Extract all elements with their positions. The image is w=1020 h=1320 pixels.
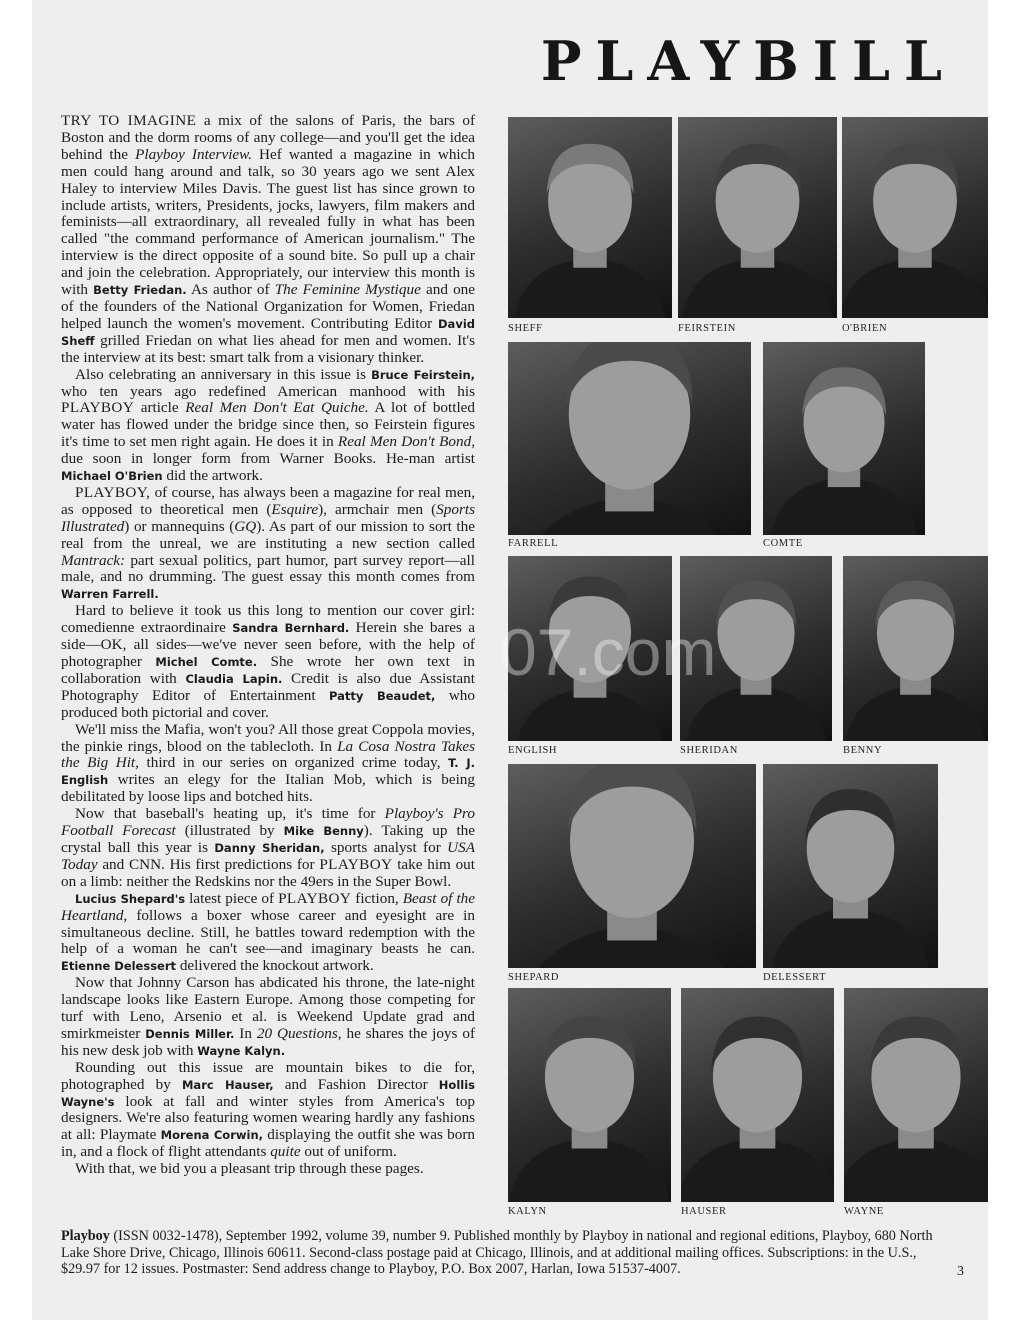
body-text: article	[134, 399, 186, 417]
italic-title: La Cosa Nostra Takes the Big Hit,	[61, 737, 475, 772]
italic-title: quite	[270, 1143, 301, 1161]
contributor-name: Claudia Lapin.	[185, 671, 283, 686]
body-text: delivered the knockout artwork.	[176, 957, 374, 975]
portrait-photo-delessert	[763, 764, 938, 968]
contributor-name: Marc Hauser,	[181, 1077, 274, 1092]
contributor-name: Etienne Delessert	[61, 959, 177, 974]
portrait-caption-hauser: HAUSER	[681, 1206, 727, 1217]
body-text: did the artwork.	[162, 467, 263, 485]
portrait-caption-comte: COMTE	[763, 538, 803, 549]
body-text: Hef wanted a magazine in which men could hang around and talk, so 30 years ago we sent Alex Haley to interview Miles Davis. The guest list has since grown to include artists, writers, Presidents, jocks, lawyers, film makers and feminists—all extraordinary, all revealed fully in what has been called "the command performance of American journalism." The interview is the direct opposite of a sound bite. So pull up a chair and join the celebration. Appropriately, our interview this month is with	[61, 145, 475, 299]
italic-title: Playboy's Pro Football Forecast	[61, 805, 475, 840]
portrait-caption-english: ENGLISH	[508, 745, 558, 756]
portrait-caption-wayne: WAYNE	[844, 1206, 884, 1217]
italic-title: Mantrack:	[61, 551, 126, 569]
body-text: In	[234, 1024, 257, 1042]
body-text: of course, has always been a magazine for real men, as opposed to theoretical men (	[61, 483, 475, 518]
body-text: We'll miss the Mafia, won't you? All those great Coppola movies, the pinkie rings, blood on the tablecloth. In	[61, 720, 475, 755]
portrait-silhouette-icon	[763, 342, 925, 535]
italic-title: Beast of the Heartland,	[61, 889, 476, 924]
portrait-silhouette-icon	[508, 764, 756, 968]
portrait-silhouette-icon	[508, 988, 671, 1202]
body-text: Hard to believe it took us this long to mention our cover girl: comedienne extraordinaire	[61, 602, 475, 637]
portrait-silhouette-icon	[508, 556, 672, 741]
body-text: and Fashion Director	[273, 1075, 439, 1093]
body-text: Rounding out this issue are mountain bikes to die for, photographed by	[61, 1058, 475, 1093]
portrait-photo-comte	[763, 342, 925, 535]
italic-title: Playboy Interview.	[135, 145, 252, 163]
body-text: displaying the outfit she was born in, and a flock of flight attendants	[61, 1126, 475, 1161]
portrait-photo-kalyn	[508, 988, 671, 1202]
portrait-photo-benny	[843, 556, 988, 741]
portrait-caption-sheff: SHEFF	[508, 323, 543, 334]
portrait-silhouette-icon	[844, 988, 988, 1202]
contributor-name: Betty Friedan.	[93, 283, 187, 298]
body-text: Credit is also due Assistant Photography Editor of Entertainment	[61, 669, 475, 704]
contributor-name: David Sheff	[61, 316, 475, 348]
body-text: Now that Johnny Carson has abdicated his throne, the late-night landscape looks like Eastern Europe. Among those competing for turf with Leno, Arsenio et al. is Weekend Update grad and smirkmeister	[61, 974, 475, 1042]
body-text: ) or mannequins (	[124, 517, 235, 535]
body-text: Now that baseball's heating up, it's time for	[75, 805, 385, 823]
portrait-silhouette-icon	[843, 556, 988, 741]
body-text: ). Taking up the crystal ball this year is	[61, 822, 476, 856]
body-text: Also celebrating an anniversary in this issue is	[75, 365, 372, 383]
portrait-caption-shepard: SHEPARD	[508, 972, 560, 983]
contributor-name: Bruce Feirstein,	[371, 367, 476, 382]
italic-title: GQ	[234, 517, 257, 535]
portrait-caption-feirstein: FEIRSTEIN	[678, 323, 736, 334]
body-text: who ten years ago redefined American manhood with his	[61, 382, 475, 400]
page-masthead: PLAYBILL	[540, 29, 956, 93]
contributor-name: T. J. English	[61, 756, 475, 788]
body-text: (illustrated by	[175, 822, 284, 840]
portrait-silhouette-icon	[842, 117, 988, 318]
portrait-caption-kalyn: KALYN	[508, 1206, 547, 1217]
body-text: part sexual politics, part humor, part survey report—all male, and no drumming. The guest essay this month comes from	[61, 551, 475, 586]
italic-title: Real Men Don't Eat Quiche.	[185, 399, 369, 417]
italic-title: Esquire	[271, 500, 319, 518]
body-text: With that, we bid you a pleasant trip through these pages.	[75, 1160, 424, 1178]
portrait-silhouette-icon	[678, 117, 837, 318]
body-text: follows a boxer whose career and eyesight are in simultaneous decline. Still, he battles toward redemption with the help of a woman he can't see—and imaginary beasts he can.	[61, 906, 475, 958]
body-text: grilled Friedan on what lies ahead for men and women. It's the interview at its best: smart talk from a visionary thinker.	[61, 331, 475, 366]
body-text: ), armchair men (	[318, 500, 437, 518]
body-text: A lot of bottled water has flowed under the bridge since then, so Feirstein figures it's time to set men right again. He does it in	[61, 399, 476, 451]
body-text: latest piece of	[185, 889, 279, 907]
footer-publication-name: Playboy	[61, 1228, 110, 1244]
portrait-silhouette-icon	[680, 556, 832, 741]
contributor-name: Michel Comte.	[155, 655, 258, 669]
body-text: due soon in longer form from Warner Books. He-man artist	[61, 450, 475, 468]
watermark-text: 07.com	[500, 615, 717, 689]
contributor-name: Patty Beaudet,	[328, 688, 436, 703]
body-text: third in our series on organized crime today,	[138, 754, 449, 772]
italic-title: Real Men Don't Bond,	[337, 433, 475, 451]
contributor-name: Michael O'Brien	[61, 469, 163, 484]
portrait-caption-obrien: O'BRIEN	[842, 323, 888, 334]
body-text: writes an elegy for the Italian Mob, which is being debilitated by loose lips and botched hits.	[61, 771, 475, 806]
body-text: look at fall and winter styles from America's top designers. We're also featuring women wearing hardly any fashions at all: Playmate	[61, 1092, 475, 1144]
contributor-name: Dennis Miller.	[145, 1026, 235, 1041]
contributor-name: Mike Benny	[283, 824, 364, 839]
portrait-photo-sheff	[508, 117, 672, 318]
footer-publication-info: (ISSN 0032-1478), September 1992, volume 39, number 9. Published monthly by Playboy in national and regional editions, Playboy, 680 North Lake Shore Drive, Chicago, Illinois 60611. Second-class postage paid at Chicago, Illinois, and at additional mailing offices. Subscriptions: in the U.S., $29.97 for 12 issues. Postmaster: Send address change to Playboy, P.O. Box 2007, Harlan, Iowa 51537-4007.	[61, 1228, 933, 1278]
portrait-silhouette-icon	[508, 342, 751, 535]
portrait-caption-farrell: FARRELL	[508, 538, 559, 549]
contributor-name: Morena Corwin,	[160, 1128, 263, 1143]
small-caps-text: PLAYBOY,	[75, 483, 151, 501]
body-text: Herein she bares a side—OK, all sides—we've never seen before, with the help of photographer	[61, 619, 475, 670]
portrait-silhouette-icon	[681, 988, 834, 1202]
body-text: sports analyst for	[324, 838, 448, 856]
contributor-name: Warren Farrell.	[61, 587, 159, 602]
small-caps-text: TRY TO IMAGINE	[61, 112, 197, 129]
contributor-name: Hollis Wayne's	[61, 1077, 475, 1109]
small-caps-text: PLAYBOY	[278, 889, 352, 907]
body-text: a mix of the salons of Paris, the bars of Boston and the dorm rooms of any college—and you'll get the idea behind the	[61, 112, 475, 163]
italic-title: Sports Illustrated	[61, 500, 475, 535]
portrait-photo-english	[508, 556, 672, 741]
portrait-photo-sheridan	[680, 556, 832, 741]
portrait-caption-delessert: DELESSERT	[763, 972, 827, 983]
page-number: 3	[957, 1264, 964, 1279]
contributor-name: Sandra Bernhard.	[232, 621, 350, 636]
portrait-caption-sheridan: SHERIDAN	[680, 745, 738, 756]
portrait-caption-benny: BENNY	[843, 745, 883, 756]
body-text: take him out on a limb: neither the Redskins nor the 49ers in the Super Bowl.	[61, 855, 475, 890]
portrait-photo-obrien	[842, 117, 988, 318]
body-text: As author of	[186, 281, 275, 299]
body-text: who produced both pictorial and cover.	[61, 686, 475, 721]
italic-title: 20 Questions,	[256, 1024, 342, 1042]
body-text: he shares the joys of his new desk job with	[61, 1024, 476, 1059]
portrait-silhouette-icon	[508, 117, 672, 318]
contributor-name: Wayne Kalyn.	[197, 1043, 286, 1058]
contributor-name: Lucius Shepard's	[75, 891, 186, 906]
portrait-photo-hauser	[681, 988, 834, 1202]
publication-footer	[61, 1228, 941, 1278]
small-caps-text: PLAYBOY	[61, 399, 135, 417]
portrait-silhouette-icon	[763, 764, 938, 968]
body-text: She wrote her own text in collaboration with	[61, 653, 475, 687]
portrait-photo-wayne	[844, 988, 988, 1202]
portrait-photo-farrell	[508, 342, 751, 535]
body-text: and one of the founders of the National Organization for Women, Friedan helped launch the women's movement. Contributing Editor	[61, 281, 475, 332]
contributor-name: Danny Sheridan,	[214, 840, 325, 855]
body-text: and CNN. His first predictions for	[97, 855, 320, 873]
body-text: ). As part of our mission to sort the real from the unreal, we are instituting a new section called	[61, 517, 475, 552]
small-caps-text: PLAYBOY	[319, 855, 393, 873]
portrait-photo-feirstein	[678, 117, 837, 318]
body-text: out of uniform.	[300, 1143, 397, 1161]
portrait-photo-shepard	[508, 764, 756, 968]
body-text: fiction,	[351, 889, 403, 907]
italic-title: USA Today	[61, 838, 475, 873]
italic-title: The Feminine Mystique	[274, 281, 421, 299]
